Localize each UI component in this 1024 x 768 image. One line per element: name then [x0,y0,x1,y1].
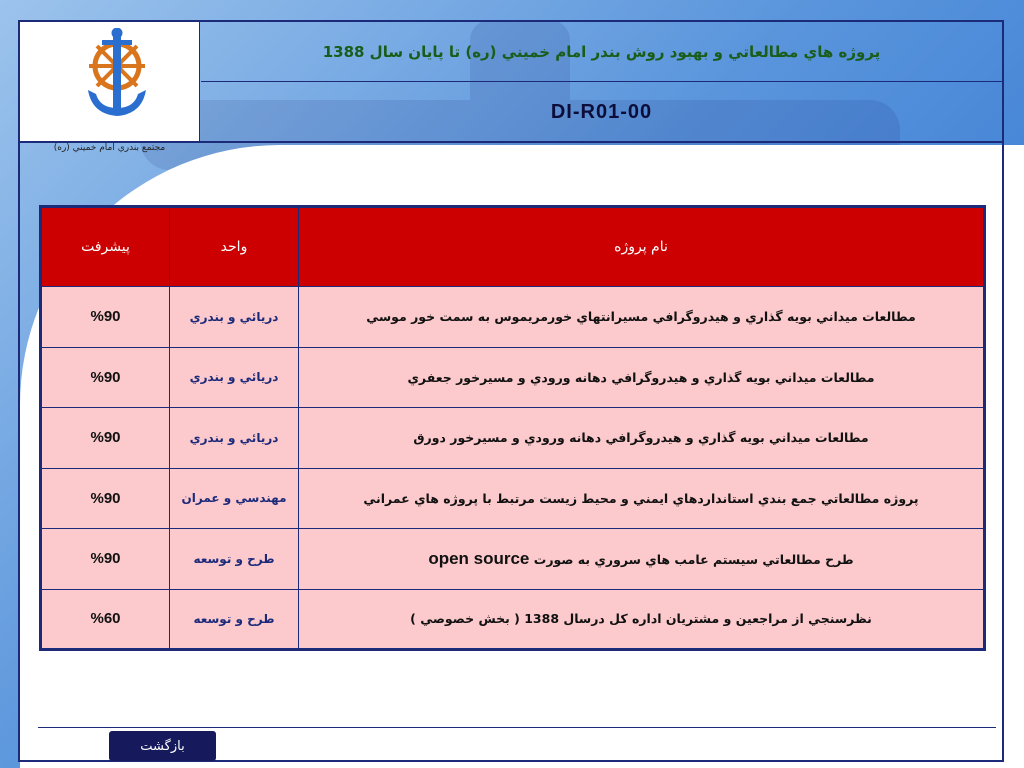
unit-cell: دريائي و بندري [170,408,299,469]
progress-cell: %90 [41,347,170,408]
footer-divider [38,727,996,728]
page-title: پروژه هاي مطالعاتي و بهبود روش بندر امام خميني (ره) تا پايان سال 1388 [201,22,1002,82]
progress-cell: %90 [41,287,170,348]
progress-cell: %90 [41,408,170,469]
project-name: مطالعات ميداني بويه گذاري و هيدروگرافي دهانه ورودي و مسيرخور دورق [413,430,869,446]
table-row [41,408,985,469]
logo-caption: مجتمع بندري امام خميني (ره) [53,143,166,153]
projects-table [39,205,986,651]
table-row [41,347,985,408]
table-row [41,287,985,348]
table-header-row [41,207,985,287]
project-name-cell [299,347,985,408]
column-header-unit: واحد [170,207,299,287]
unit-cell: دريائي و بندري [170,347,299,408]
unit-cell: دريائي و بندري [170,287,299,348]
logo-cell [20,22,200,153]
table-row [41,589,985,650]
document-code: DI-R01-00 [550,100,653,123]
unit-cell: طرح و توسعه [170,529,299,590]
project-name: طرح مطالعاتي سيستم عامب هاي سروري به صورت [533,551,854,567]
anchor-helm-logo-icon [82,28,152,120]
project-name-cell [299,287,985,348]
progress-cell: %90 [41,529,170,590]
project-name: مطالعات ميداني بويه گذاري و هيدروگرافي مسيرانتهاي خورمريموس به سمت خور موسي [366,309,916,325]
column-header-progress: پيشرفت [41,207,170,287]
progress-cell: %90 [41,468,170,529]
unit-cell: مهندسي و عمران [170,468,299,529]
table-row [41,468,985,529]
project-name: مطالعات ميداني بويه گذاري و هيدروگرافي دهانه ورودي و مسيرخور جعفري [407,369,875,385]
project-name: نظرسنجي از مراجعين و مشتريان اداره كل درسال 1388 ( بخش خصوصي ) [410,611,872,627]
project-name-cell [299,408,985,469]
project-name-cell [299,589,985,650]
back-button[interactable]: بازگشت [109,731,216,761]
column-header-project-name: نام پروژه [299,207,985,287]
project-name-cell [299,468,985,529]
project-name: پروژه مطالعاتي جمع بندي استانداردهاي ايمني و محيط زيست مرتبط با پروژه هاي عمراني [363,490,919,506]
project-name-suffix: open source [428,548,530,568]
progress-cell: %60 [41,589,170,650]
unit-cell: طرح و توسعه [170,589,299,650]
table-row [41,529,985,590]
project-name-cell [299,529,985,590]
